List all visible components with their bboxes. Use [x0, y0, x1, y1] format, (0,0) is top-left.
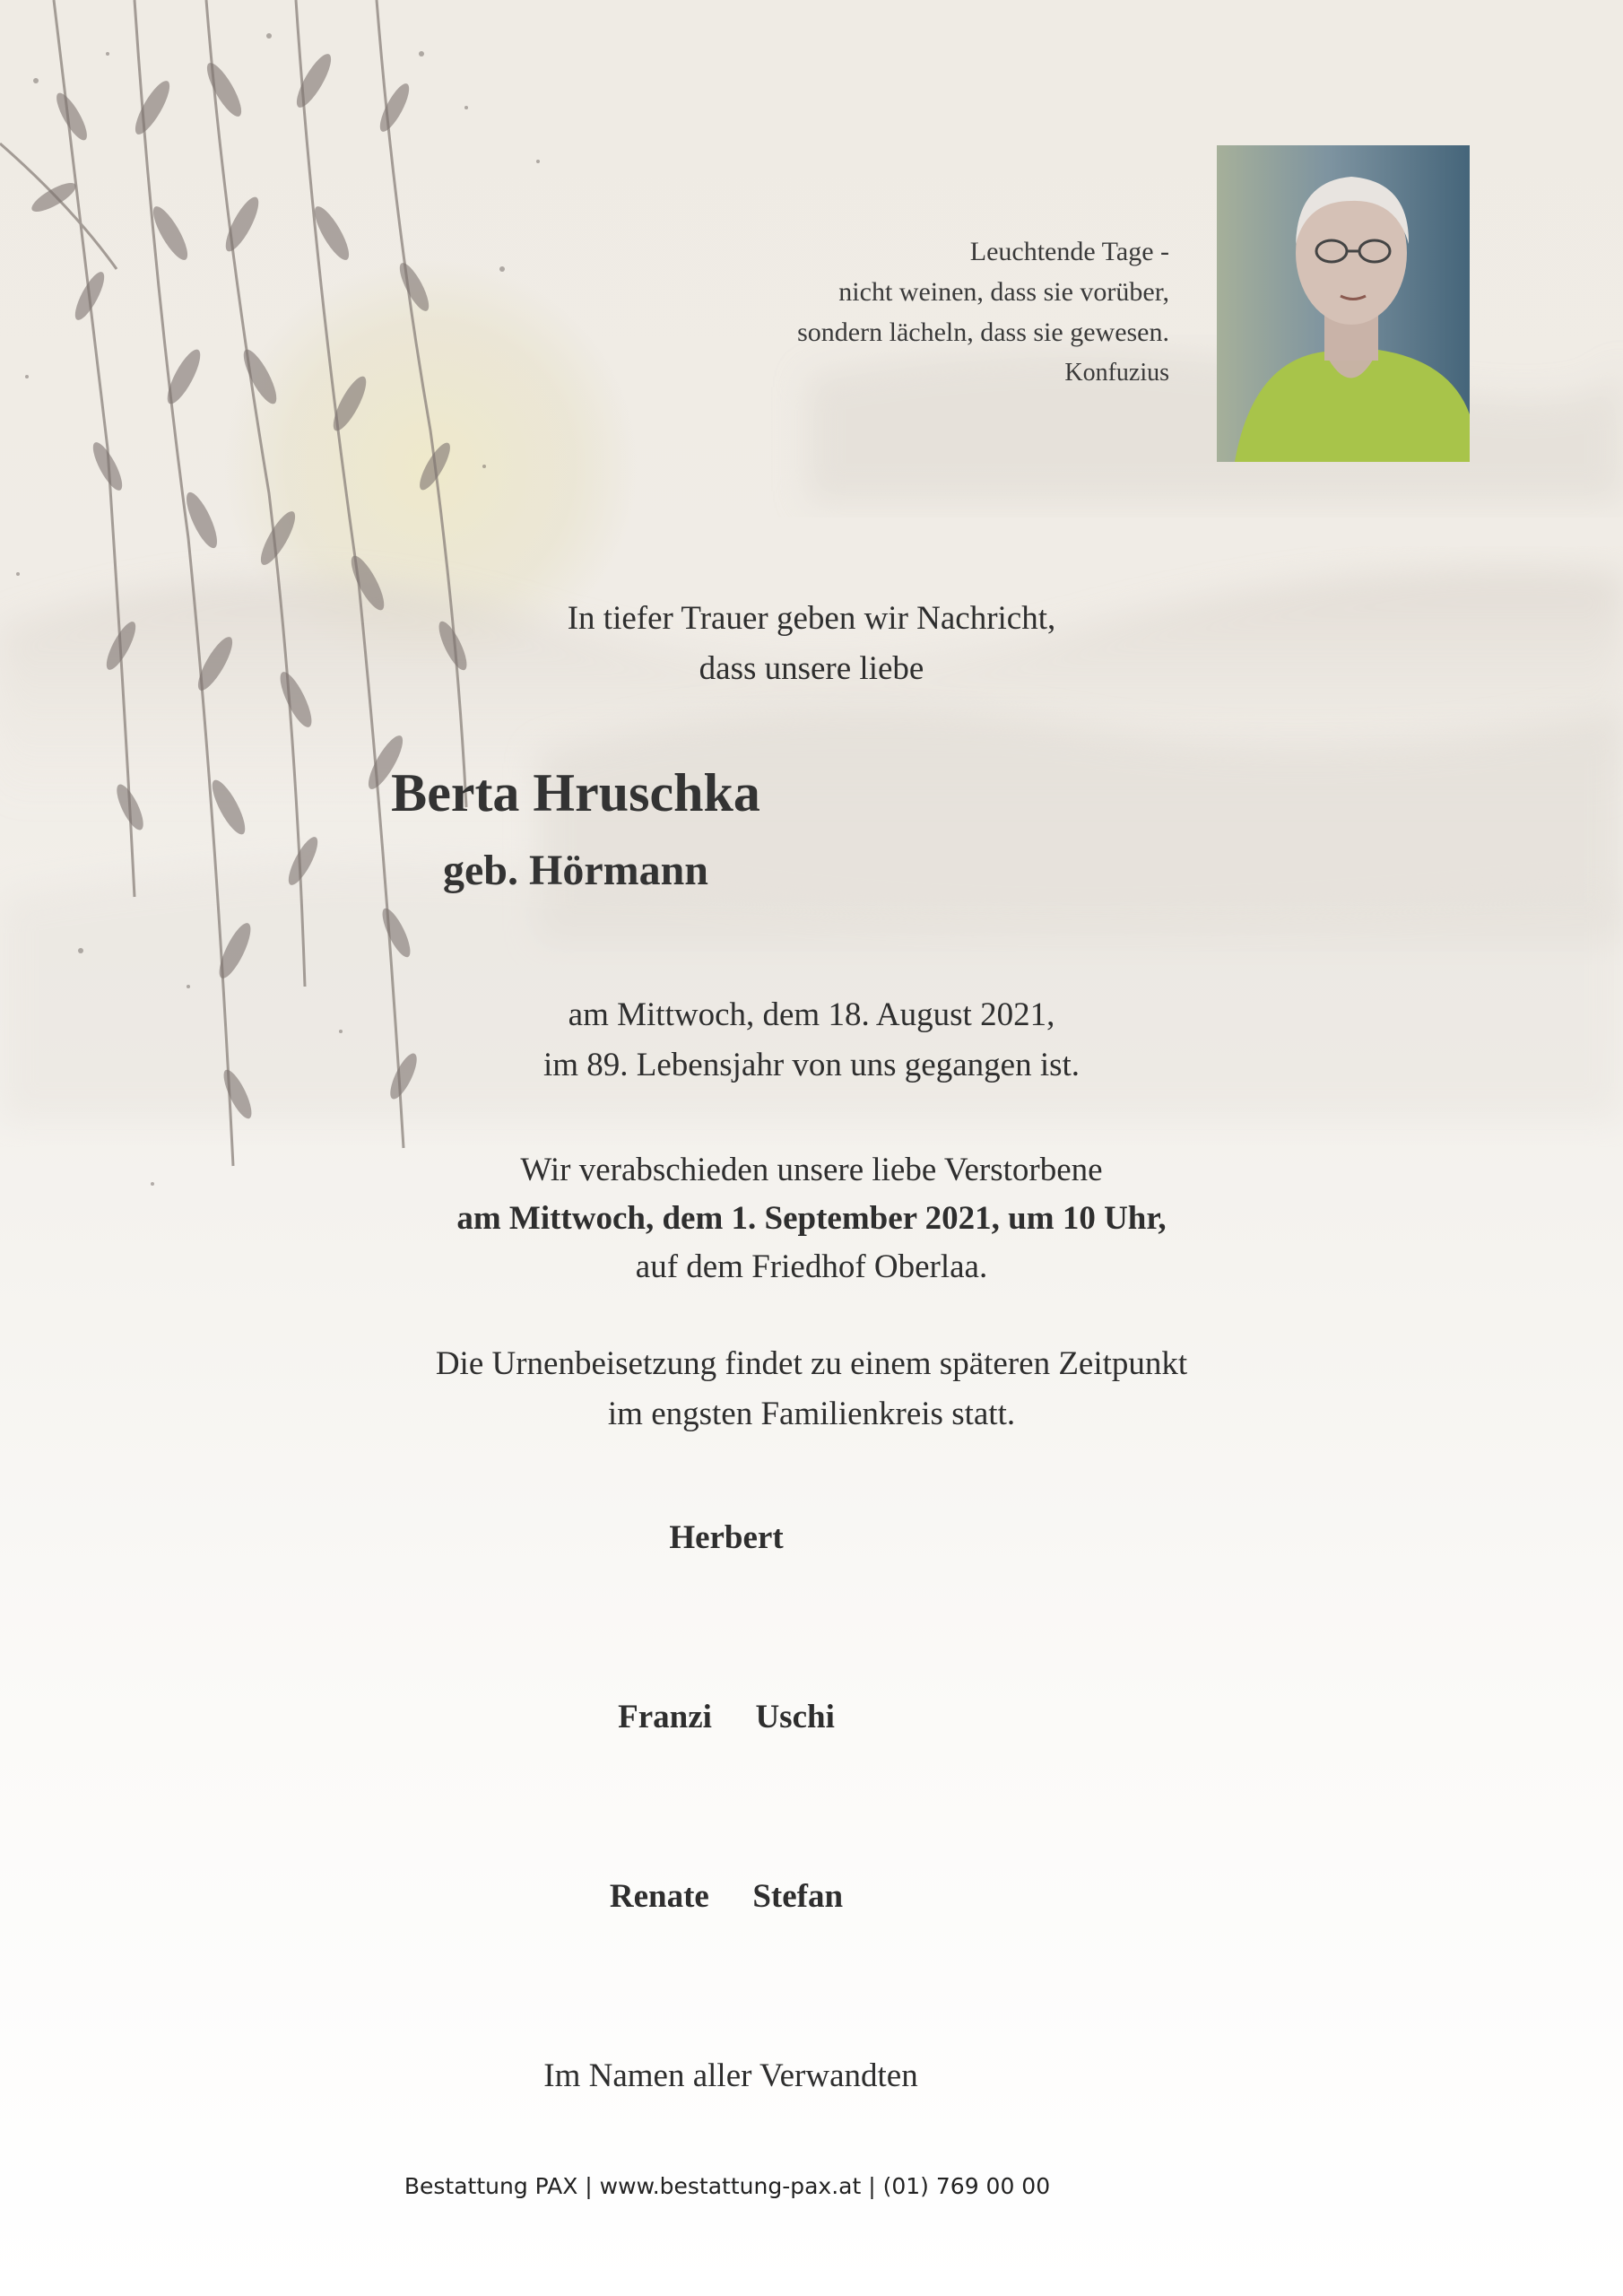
age-line: im 89. Lebensjahr von uns gegangen ist.: [542, 1047, 1081, 1083]
funeral-home-footer: Bestattung PAX | www.bestattung-pax.at | (01) 769 00 00: [404, 2173, 1051, 2199]
quote-author: Konfuzius: [1064, 359, 1169, 387]
death-details: [0, 990, 1623, 1091]
farewell-line: Wir verabschieden unsere liebe Verstorbene: [520, 1152, 1103, 1188]
farewell-location-line: auf dem Friedhof Oberlaa.: [635, 1248, 988, 1285]
family-member-name: Herbert: [669, 1519, 784, 1556]
maiden-name: geb. Hörmann: [442, 847, 708, 894]
family-member-name: Uschi: [755, 1699, 835, 1735]
urn-burial-note: [0, 1339, 1623, 1439]
intro-line: In tiefer Trauer geben wir Nachricht,: [567, 600, 1056, 637]
farewell-date-line: am Mittwoch, dem 1. September 2021, um 10 Uhr,: [456, 1200, 1167, 1237]
portrait-photo: [1217, 145, 1470, 462]
closing-signature: Im Namen aller Verwandten: [543, 2057, 918, 2094]
quote-line: Leuchtende Tage -: [969, 237, 1169, 266]
intro-line: dass unsere liebe: [699, 650, 924, 687]
urn-line: Die Urnenbeisetzung findet zu einem späteren Zeitpunkt: [435, 1345, 1188, 1382]
family-member-name: Stefan: [752, 1878, 844, 1915]
deceased-name: Berta Hruschka: [391, 763, 760, 822]
quote-line: sondern lächeln, dass sie gewesen.: [797, 317, 1169, 347]
death-date-line: am Mittwoch, dem 18. August 2021,: [568, 996, 1055, 1033]
farewell-details: [0, 1146, 1623, 1292]
quote-block: [797, 231, 1169, 393]
portrait-image: [1217, 145, 1470, 462]
family-member-name: Franzi: [618, 1699, 712, 1735]
urn-line: im engsten Familienkreis statt.: [607, 1396, 1016, 1432]
quote-line: nicht weinen, dass sie vorüber,: [838, 277, 1169, 307]
intro-text: [0, 594, 1623, 694]
family-member-name: Renate: [609, 1878, 709, 1915]
